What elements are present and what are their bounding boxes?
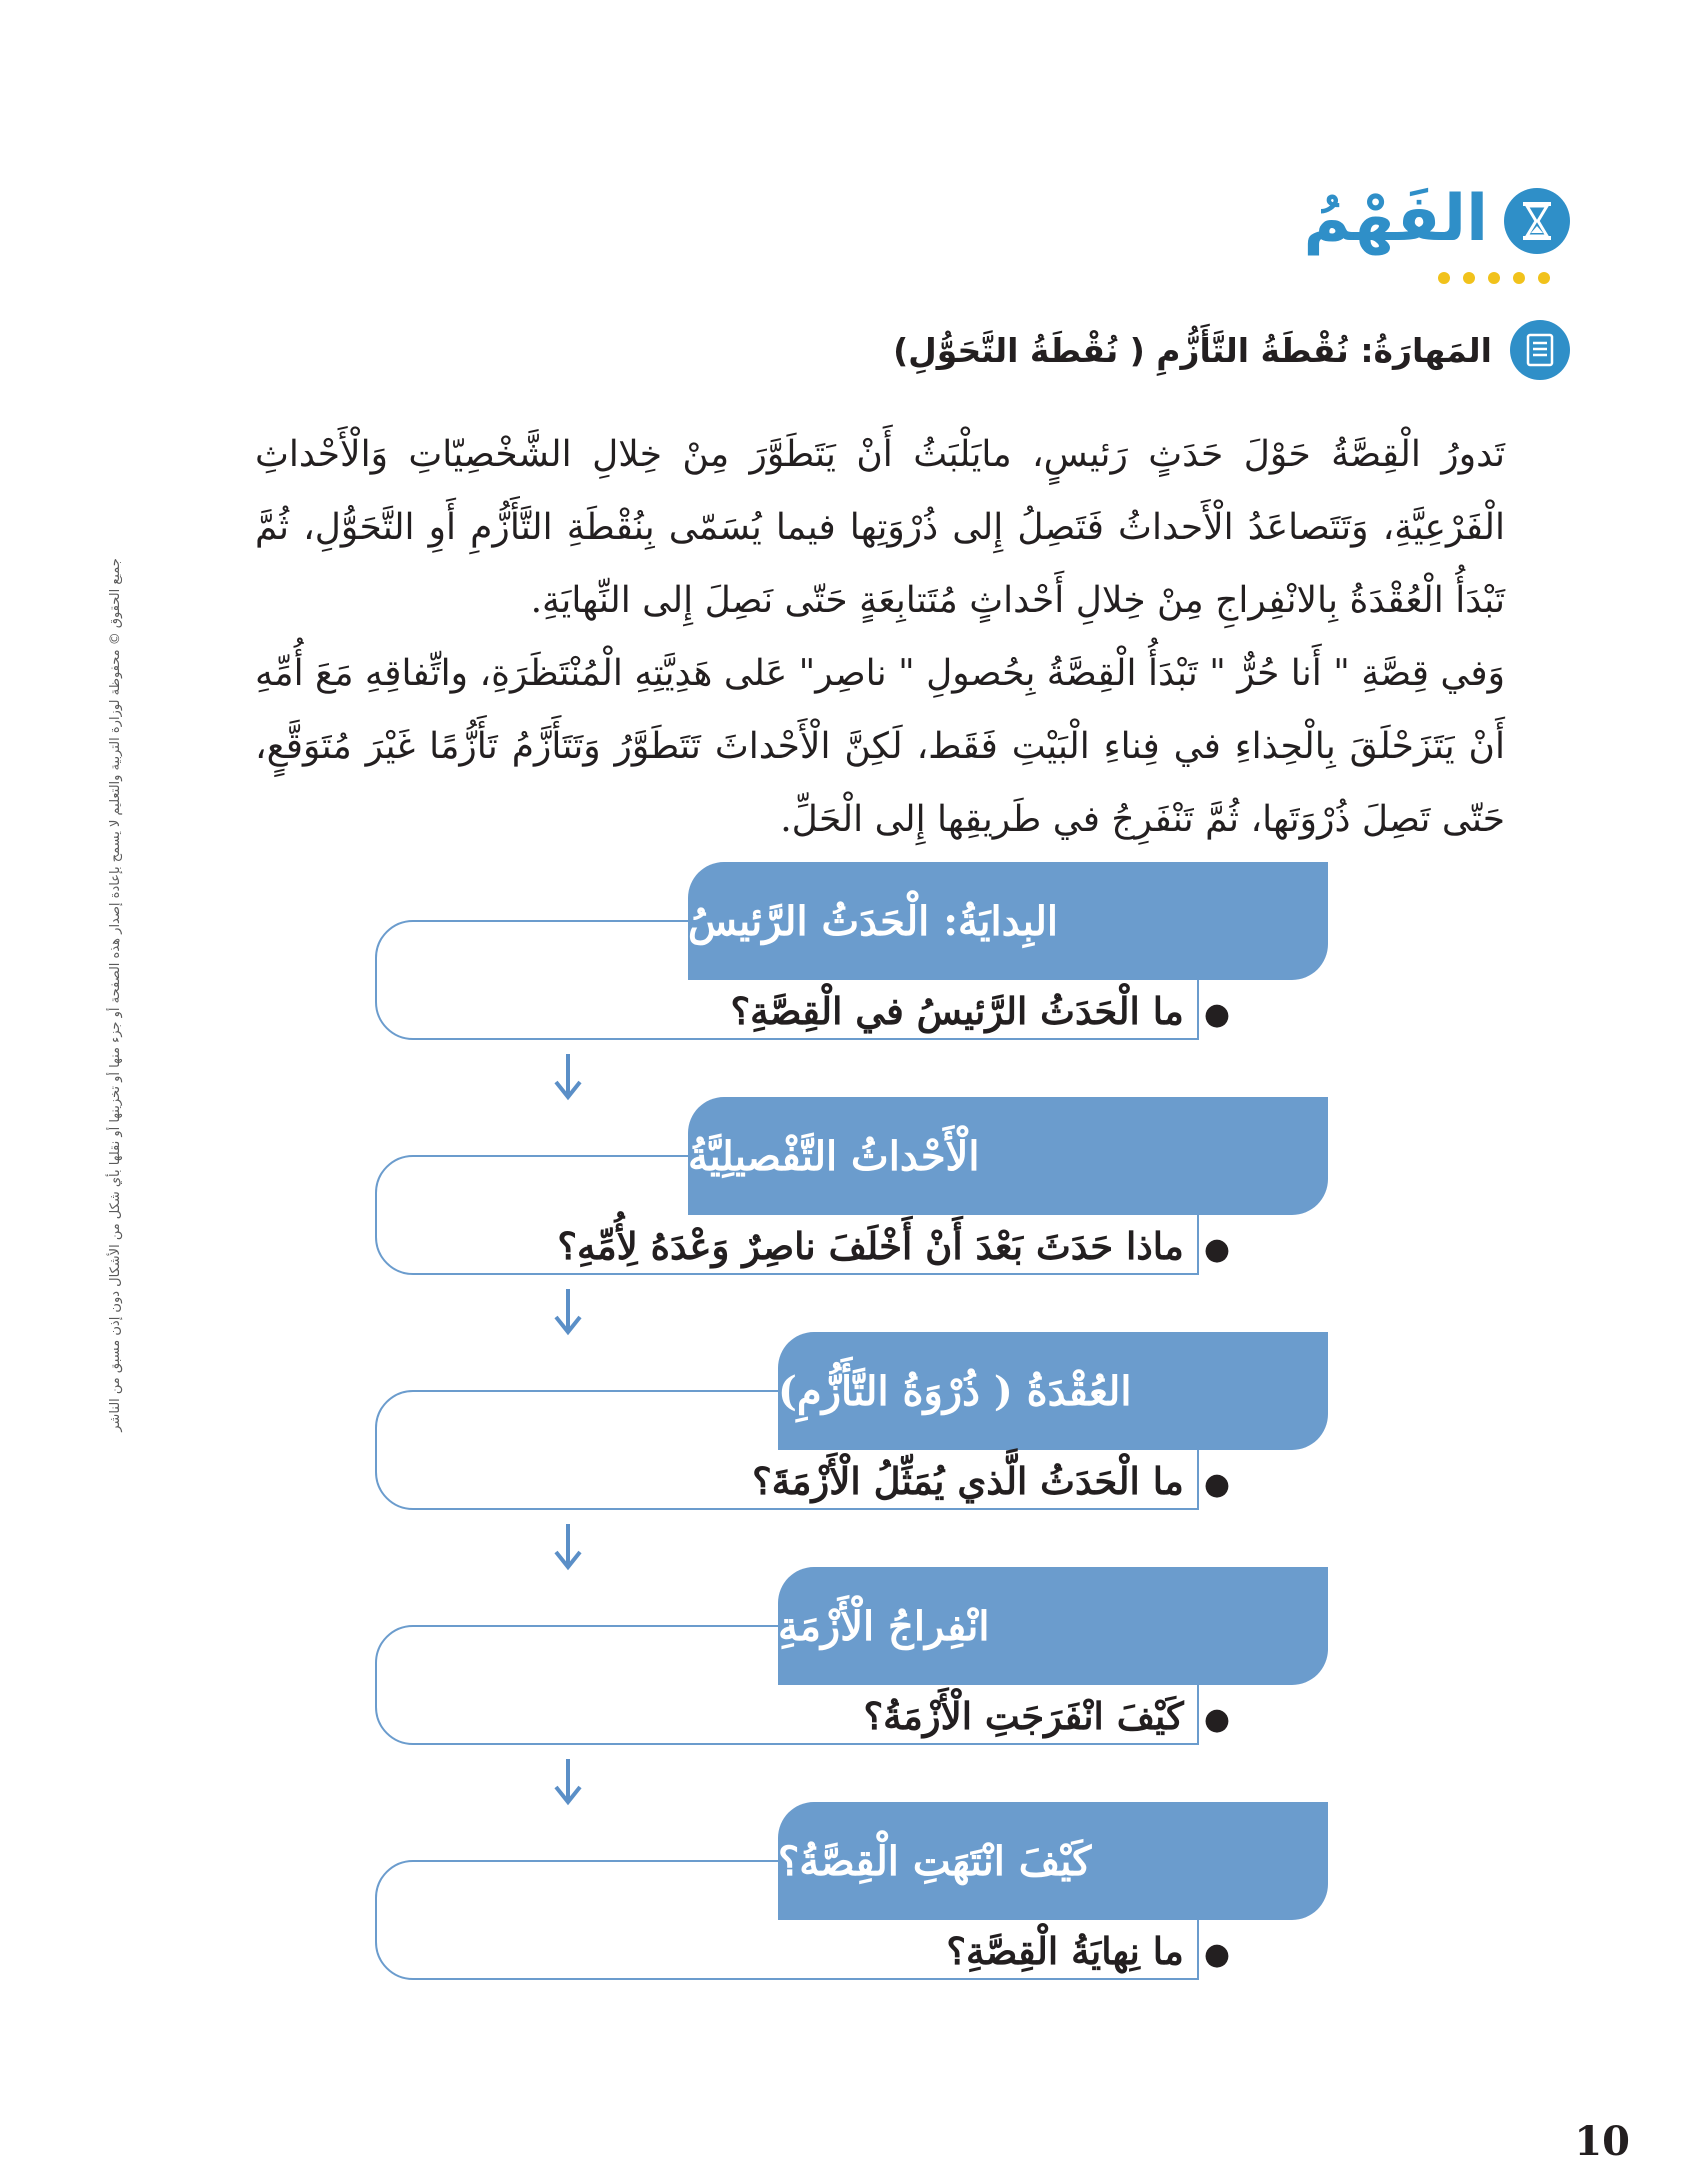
flow-stage-resolution (0, 1567, 1700, 1742)
stage-question: ●ما الْحَدَثُ الَّذي يُمَثِّلُ الْأَزْمَةَ؟ (752, 1459, 1230, 1503)
stage-question-text: ما الْحَدَثُ الَّذي يُمَثِّلُ الْأَزْمَةَ؟ (752, 1459, 1184, 1503)
flow-stage-climax (0, 1332, 1700, 1507)
body-text (255, 418, 1505, 856)
stage-question-text: كَيْفَ انْفَرَجَتِ الْأَزْمَةُ؟ (863, 1694, 1184, 1738)
hourglass-icon (1504, 188, 1570, 254)
skill-label: المَهارَةُ: نُقْطَةُ التَّأَزُّمِ ( نُقْطَةُ التَّحَوُّلِ) (893, 331, 1492, 370)
dot-divider (1438, 272, 1550, 284)
stage-question-text: ما نِهايَةُ الْقِصَّةِ؟ (946, 1929, 1184, 1973)
stage-heading: كَيْفَ انْتَهَتِ الْقِصَّةُ؟ (778, 1802, 1328, 1920)
stage-heading: الْأَحْداثُ التَّفْصيلِيَّةُ (688, 1097, 1328, 1215)
skill-line (470, 318, 1570, 388)
stage-question: ●ما الْحَدَثُ الرَّئيسُ في الْقِصَّةِ؟ (730, 989, 1230, 1033)
body-paragraph: تَدورُ الْقِصَّةُ حَوْلَ حَدَثٍ رَئيسٍ، مايَلْبَثُ أَنْ يَتَطَوَّرَ مِنْ خِلالِ الشَّخْصِيّاتِ وَالْأَحْداثِ الْفَرْعِيَّةِ، وَتَتَصاعَدُ الْأَحداثُ فَتَصِلُ إِلى ذُرْوَتِها فيما يُسَمّى بِنُقْطَةِ التَّأَزُّمِ أَوِ التَّحَوُّلِ، ثُمَّ تَبْدَأُ الْعُقْدَةُ بِالانْفِراجِ مِنْ خِلالِ أَحْداثٍ مُتَتابِعَةٍ حَتّى نَصِلَ إِلى النِّهايَةِ. (255, 434, 1505, 621)
stage-question-text: ماذا حَدَثَ بَعْدَ أَنْ أَخْلَفَ ناصِرٌ وَعْدَهُ لِأُمِّهِ؟ (557, 1224, 1184, 1268)
stage-question: ●كَيْفَ انْفَرَجَتِ الْأَزْمَةُ؟ (863, 1694, 1230, 1738)
copyright-note: جميع الحقوق © محفوظة لوزارة التربية والتعليم لا يسمح بإعادة إصدار هذه الصفحة أو جزء منها أو تخزينها أو نقلها بأي شكل من الأشكال دون إذن مسبق من الناشر (108, 558, 123, 1432)
flow-stage-beginning (0, 862, 1700, 1037)
stage-question: ●ماذا حَدَثَ بَعْدَ أَنْ أَخْلَفَ ناصِرٌ وَعْدَهُ لِأُمِّهِ؟ (557, 1224, 1230, 1268)
body-paragraph: وَفي قِصَّةِ " أَنا حُرٌّ " تَبْدَأُ الْقِصَّةُ بِحُصولِ " ناصِر" عَلى هَدِيَّتِهِ الْمُنْتَظَرَةِ، واتِّفاقِهِ مَعَ أُمِّهِ أَنْ يَتَزَحْلَقَ بِالْحِذاءِ في فِناءِ الْبَيْتِ فَقَط، لَكِنَّ الْأَحْداثَ تَتَطَوَّرُ وَتَتَأَزَّمُ تَأَزُّمًا غَيْرَ مُتَوَقَّعٍ، حَتّى تَصِلَ ذُرْوَتَها، ثُمَّ تَنْفَرِجُ في طَريقِها إِلى الْحَلِّ. (255, 653, 1505, 840)
section-title: الفَهْمُ (1303, 182, 1488, 256)
arrow-down-icon (550, 1287, 586, 1337)
stage-heading: البِدايَةُ: الْحَدَثُ الرَّئيسُ (688, 862, 1328, 980)
stage-heading: العُقْدَةُ ( ذُرْوَةُ التَّأَزُّمِ) (778, 1332, 1328, 1450)
flow-stage-ending (0, 1802, 1700, 1977)
list-document-icon (1510, 320, 1570, 380)
stage-question-text: ما الْحَدَثُ الرَّئيسُ في الْقِصَّةِ؟ (730, 989, 1184, 1033)
stage-heading: انْفِراجُ الْأَزْمَةِ (778, 1567, 1328, 1685)
arrow-down-icon (550, 1757, 586, 1807)
arrow-down-icon (550, 1522, 586, 1572)
flow-stage-details (0, 1097, 1700, 1272)
arrow-down-icon (550, 1052, 586, 1102)
section-header (1050, 168, 1570, 288)
page-number: 10 (1574, 2118, 1630, 2165)
stage-question: ●ما نِهايَةُ الْقِصَّةِ؟ (946, 1929, 1230, 1973)
